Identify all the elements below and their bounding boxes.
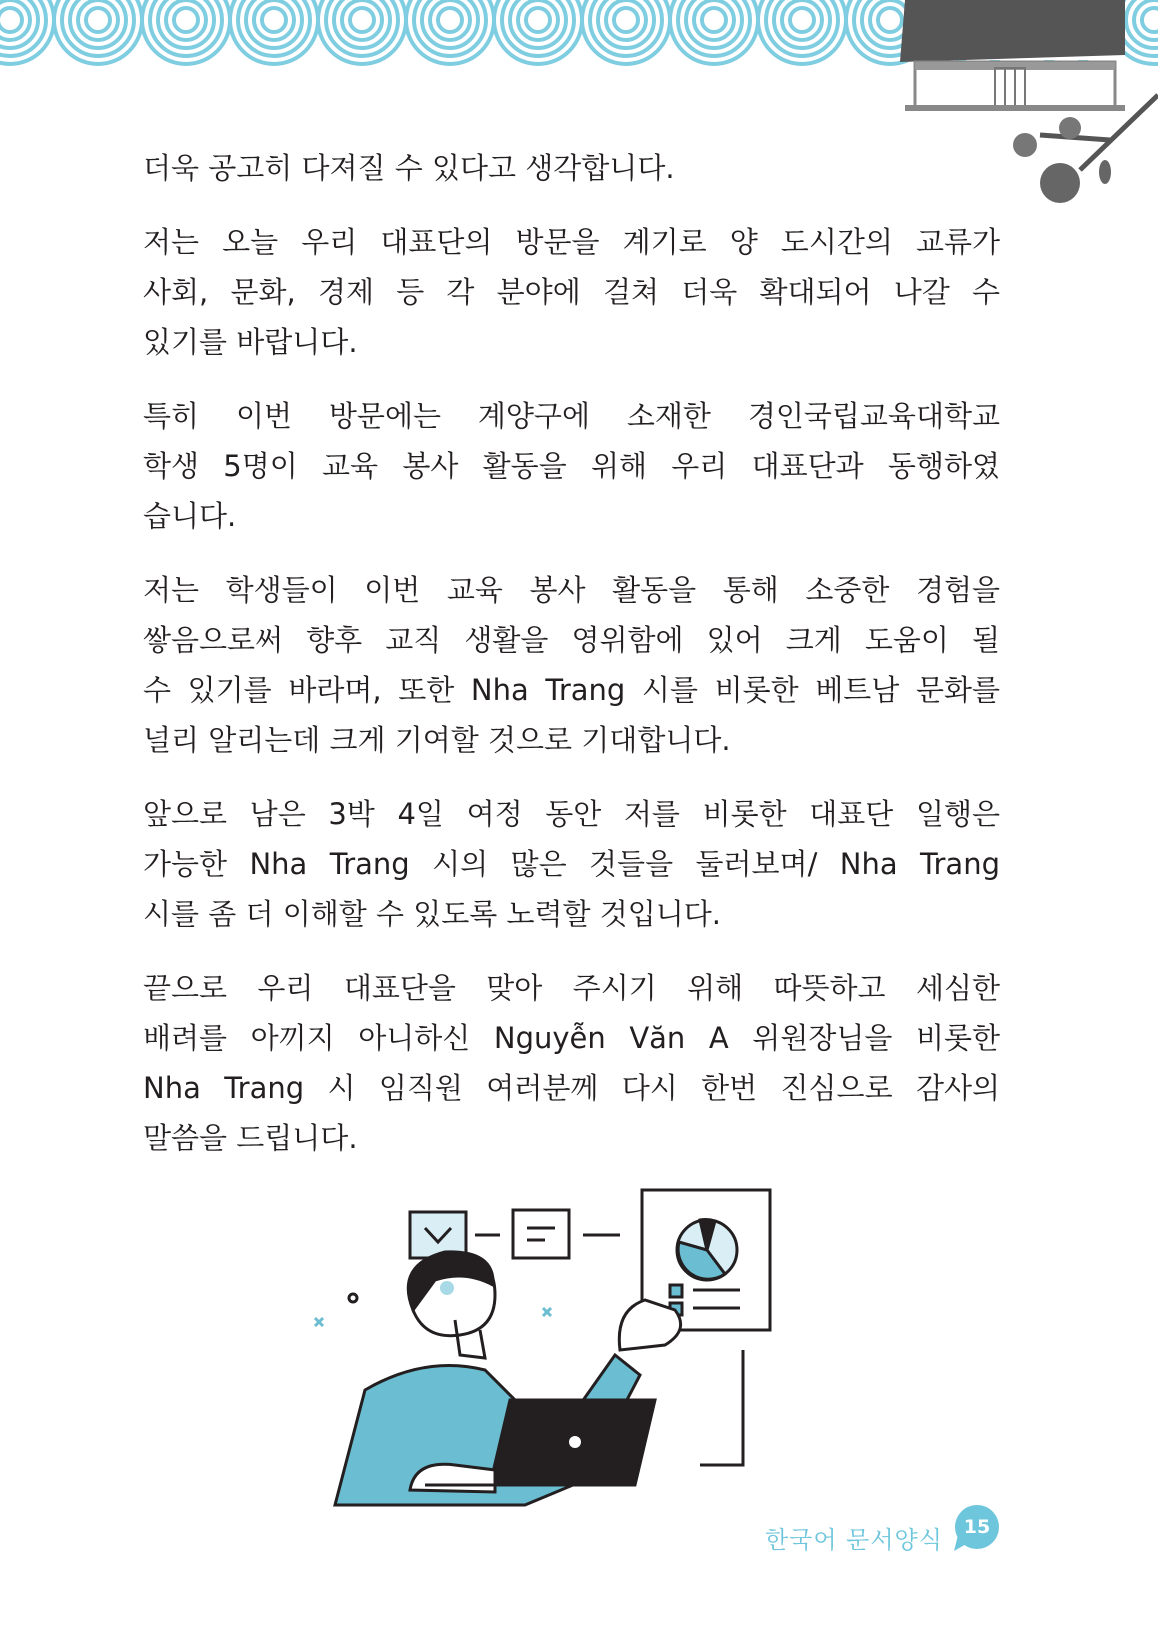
paragraph (143, 391, 1000, 541)
text-line: 습니다. (143, 499, 237, 533)
text-line: 앞으로 남은 3박 4일 여정 동안 저를 비롯한 대표단 일행은 (143, 797, 1000, 831)
text-line: 사회, 문화, 경제 등 각 분야에 걸쳐 더욱 확대되어 나갈 수 (143, 275, 1000, 309)
text-line: 수 있기를 바라며, 또한 Nha Trang 시를 비롯한 베트남 문화를 (143, 673, 1000, 707)
text-line: 말씀을 드립니다. (143, 1121, 358, 1155)
text-line: 특히 이번 방문에는 계양구에 소재한 경인국립교육대학교 (143, 399, 1000, 433)
text-line: 쌓음으로써 향후 교직 생활을 영위함에 있어 크게 도움이 될 (143, 623, 1000, 657)
body-text (143, 143, 1000, 1187)
document-icon (513, 1210, 569, 1258)
paragraph (143, 217, 1000, 367)
paragraph (143, 565, 1000, 765)
text-line: 널리 알리는데 크게 기여할 것으로 기대합니다. (143, 723, 731, 757)
text-line: 저는 오늘 우리 대표단의 방문을 계기로 양 도시간의 교류가 (143, 225, 1000, 259)
text-line: 학생 5명이 교육 봉사 활동을 위해 우리 대표단과 동행하였 (143, 449, 1000, 483)
text-line: 배려를 아끼지 아니하신 Nguyễn Văn A 위원장님을 비롯한 (143, 1021, 1000, 1055)
branch-icon (1013, 95, 1158, 203)
paragraph (143, 789, 1000, 939)
paragraph (143, 143, 1000, 193)
footer-title: 한국어 문서양식 (765, 1526, 943, 1554)
pavilion-icon (900, 0, 1125, 111)
text-line: 가능한 Nha Trang 시의 많은 것들을 둘러보며/ Nha Trang (143, 847, 1000, 881)
text-line: 끝으로 우리 대표단을 맞아 주시기 위해 따뜻하고 세심한 (143, 971, 1000, 1005)
paragraph (143, 963, 1000, 1163)
text-line: 저는 학생들이 이번 교육 봉사 활동을 통해 소중한 경험을 (143, 573, 1000, 607)
person-laptop-illustration (295, 1180, 785, 1570)
text-line: 더욱 공고히 다져질 수 있다고 생각합니다. (143, 151, 675, 185)
text-line: 시를 좀 더 이해할 수 있도록 노력할 것입니다. (143, 897, 721, 931)
page-number: 15 (963, 1516, 991, 1538)
text-line: 있기를 바랍니다. (143, 325, 358, 359)
text-line: Nha Trang 시 임직원 여러분께 다시 한번 진심으로 감사의 (143, 1071, 1000, 1105)
